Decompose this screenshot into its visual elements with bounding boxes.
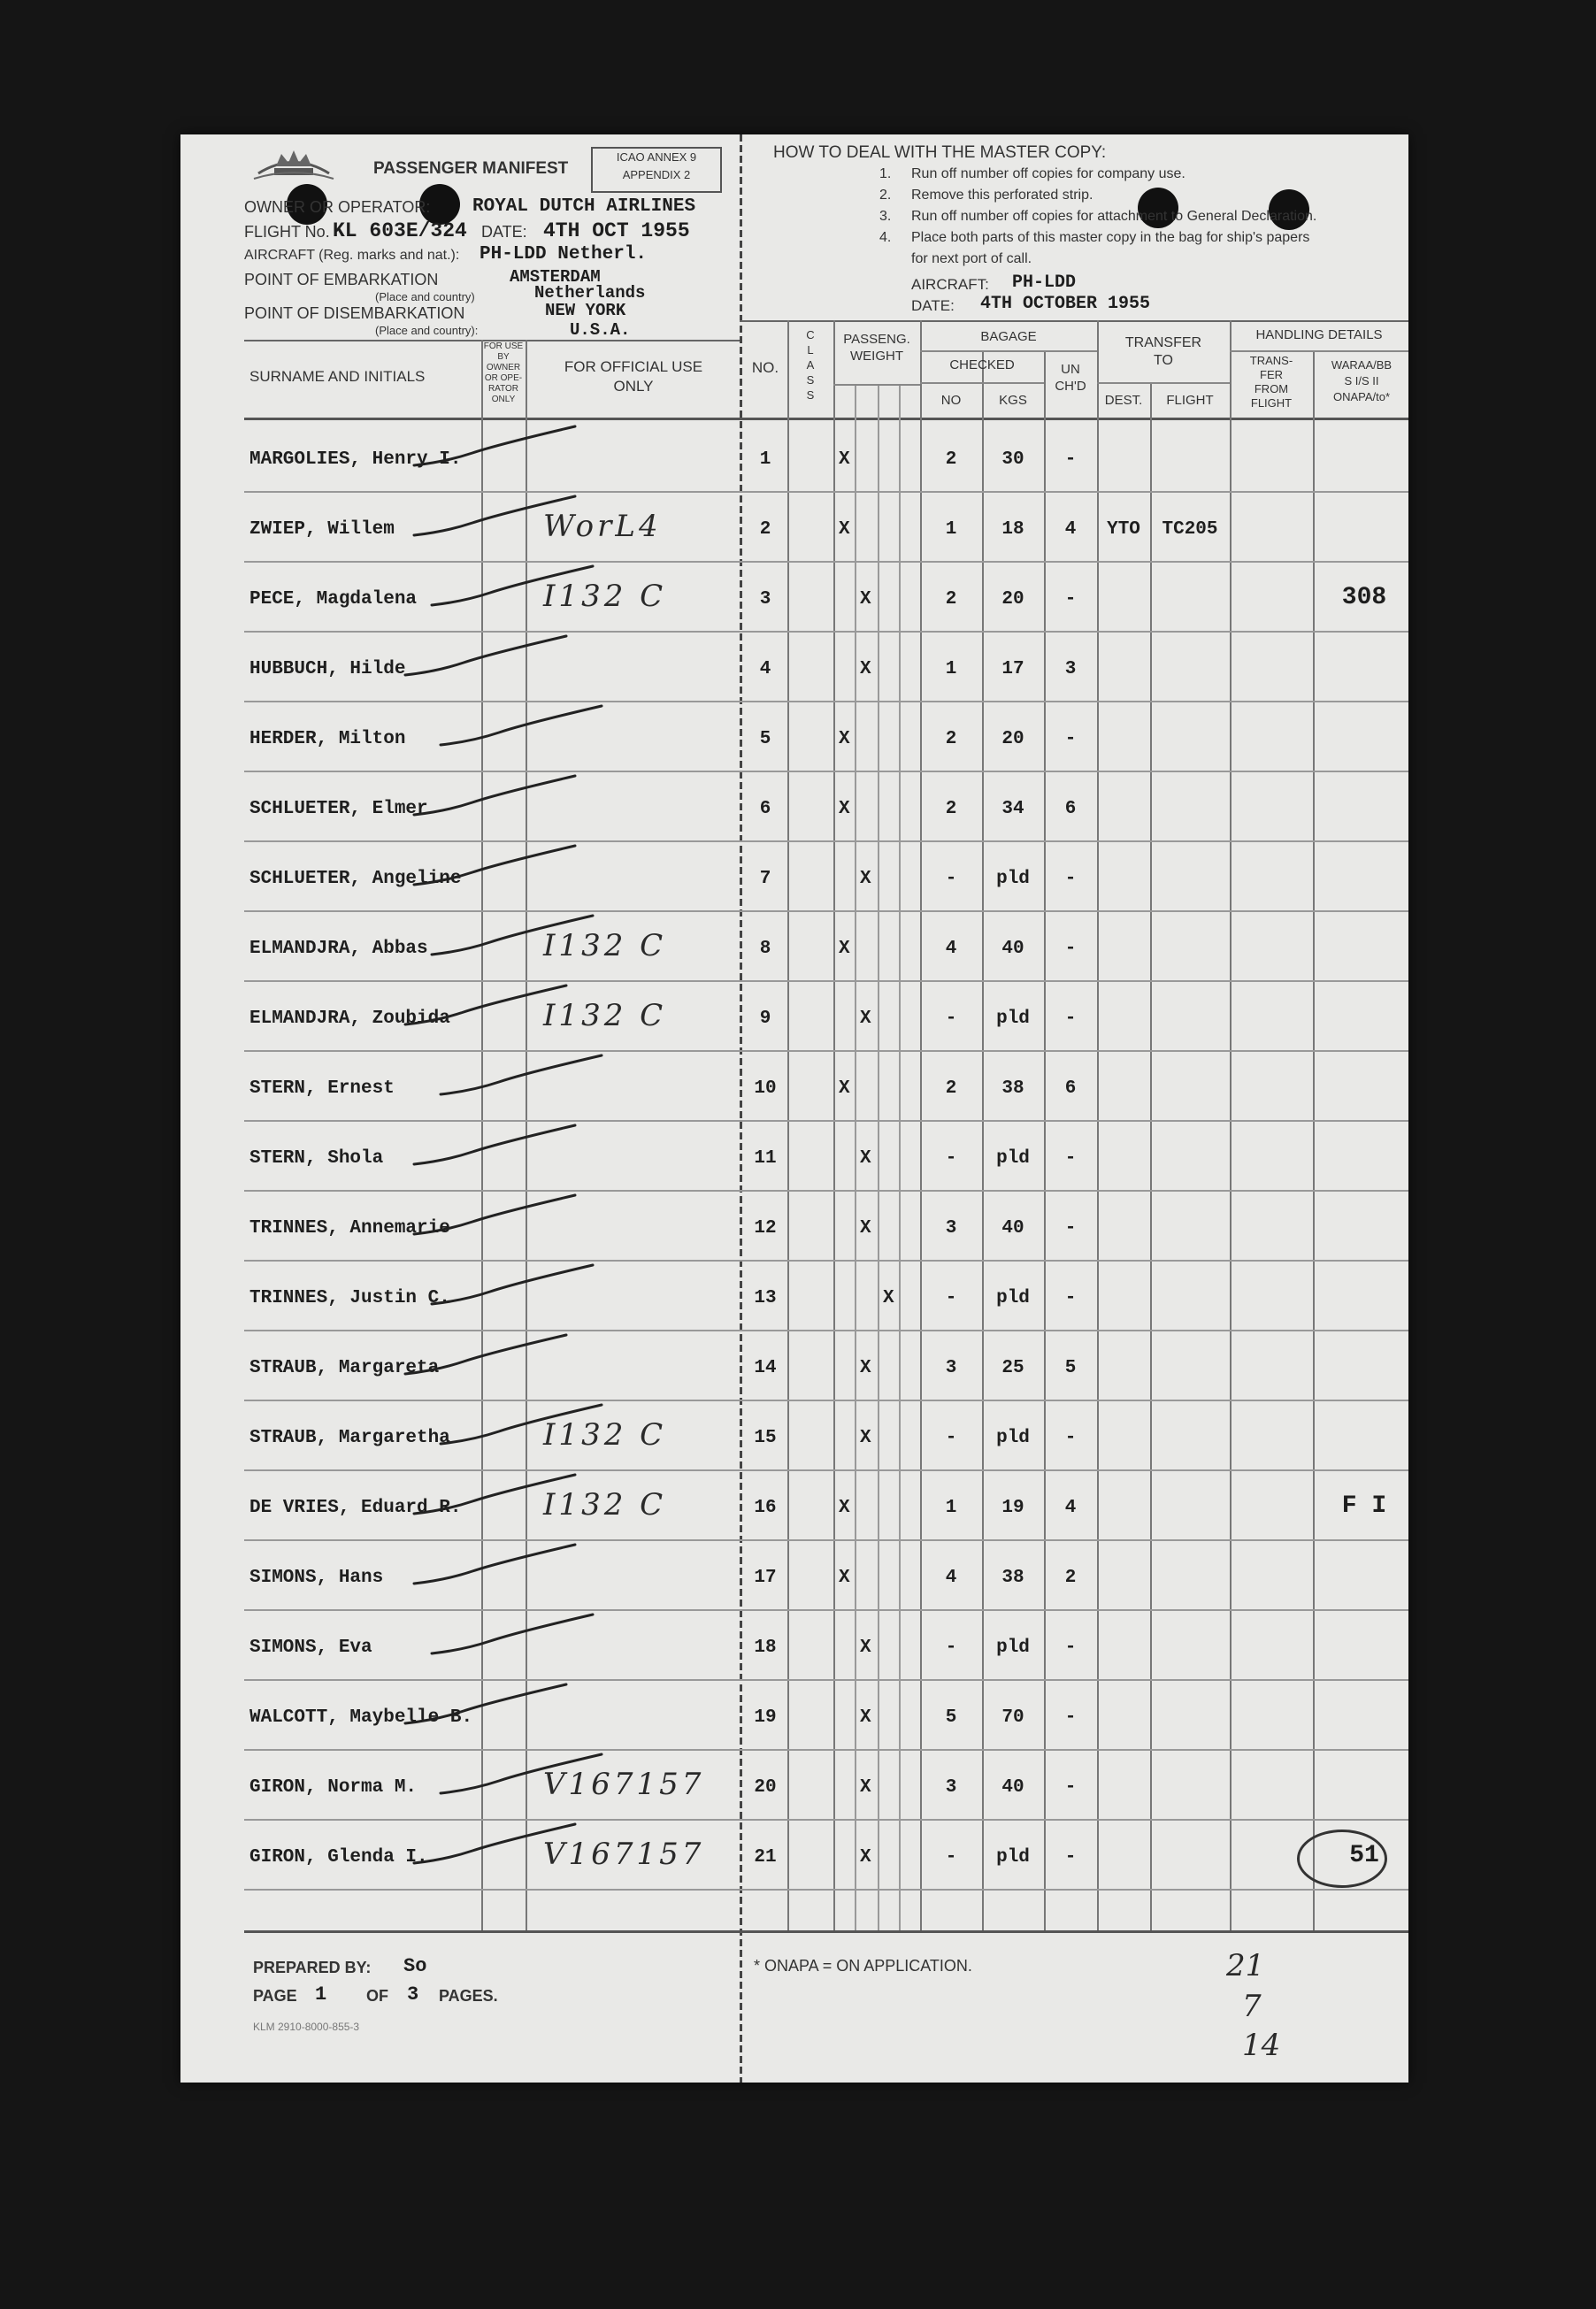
passenger-name: SIMONS, Eva [249, 1638, 372, 1658]
of-value: 3 [407, 1983, 419, 2006]
passenger-name: PECE, Magdalena [249, 589, 418, 610]
bag-count: - [945, 1288, 957, 1308]
header-line: CH'D [1055, 379, 1086, 394]
embarkation-place: AMSTERDAM [510, 267, 601, 287]
subheader-line [920, 382, 1044, 384]
place-country-hint: (Place and country) [375, 290, 475, 303]
row-line [244, 1749, 1408, 1751]
date-value: 4TH OCT 1955 [543, 219, 690, 242]
manifest-sheet [180, 134, 1408, 2083]
bag-kgs: 25 [1001, 1358, 1024, 1378]
passenger-name: SCHLUETER, Elmer [249, 799, 428, 819]
check-mark-icon [411, 840, 579, 894]
official-handwritten-code: WorL4 [543, 509, 662, 544]
circle-mark [1297, 1830, 1387, 1888]
subheader-line [833, 384, 920, 386]
bag-unchecked: 4 [1064, 519, 1077, 540]
bag-unchecked: - [1064, 1009, 1077, 1029]
table-bottom-line [244, 1930, 1408, 1933]
check-mark-icon [402, 631, 570, 684]
bag-kgs: 30 [1001, 449, 1024, 470]
bag-unchecked: - [1064, 1638, 1077, 1658]
bag-count: - [945, 1428, 957, 1448]
row-line [244, 1889, 1408, 1891]
bag-unchecked: - [1064, 449, 1077, 470]
check-mark-icon [411, 1469, 579, 1523]
official-handwritten-code: I132 C [543, 579, 667, 614]
dest-header: DEST. [1104, 393, 1143, 408]
header-letter: C [806, 328, 815, 341]
bag-count: - [945, 1638, 957, 1658]
header-line: ONLY [491, 395, 516, 404]
passenger-number: 16 [754, 1498, 777, 1518]
date-label: DATE: [481, 223, 527, 241]
prepared-label: PREPARED BY: [253, 1959, 372, 1976]
passenger-number: 4 [759, 659, 771, 679]
row-line [244, 910, 1408, 912]
bag-count: 3 [945, 1218, 957, 1239]
checked-header: CHECKED [949, 357, 1015, 372]
passenger-x-mark: X [860, 1707, 871, 1728]
check-mark-icon [437, 1749, 605, 1802]
passenger-number: 12 [754, 1218, 777, 1239]
passenger-x-mark: X [839, 799, 850, 819]
master-date-label: DATE: [911, 297, 955, 314]
official-handwritten-code: I132 C [543, 1487, 667, 1523]
header-divider [740, 320, 1408, 322]
waraa-header [1315, 357, 1408, 405]
passenger-number: 21 [754, 1847, 777, 1868]
passenger-x-mark: X [860, 1638, 871, 1658]
aircraft-value: PH-LDD Netherl. [480, 244, 648, 265]
col-line [1150, 382, 1152, 1930]
embarkation-country: Netherlands [534, 283, 646, 303]
disembarkation-country: U.S.A. [570, 320, 631, 340]
instruction-number: 2. [879, 188, 892, 203]
bag-unchecked: - [1064, 869, 1077, 889]
passenger-number: 19 [754, 1707, 777, 1728]
pass-weight-header [833, 331, 920, 364]
instruction-text: for next port of call. [911, 251, 1032, 266]
aircraft-label: AIRCRAFT (Reg. marks and nat.): [244, 248, 460, 263]
bag-count: 1 [945, 519, 957, 540]
bag-count: 1 [945, 659, 957, 679]
passenger-number: 7 [759, 869, 771, 889]
passenger-x-mark: X [860, 1218, 871, 1239]
check-mark-icon [428, 1260, 596, 1313]
header-letter: S [806, 388, 815, 402]
header-line: FROM [1254, 382, 1289, 395]
icao-annex: ICAO ANNEX 9 [616, 150, 697, 164]
bag-unchecked: - [1064, 1777, 1077, 1798]
bag-count: - [945, 1009, 957, 1029]
handling-note: 51 [1349, 1842, 1379, 1869]
master-aircraft-value: PH-LDD [1012, 272, 1077, 293]
instruction-number: 3. [879, 209, 892, 224]
passenger-x-mark: X [860, 659, 871, 679]
passenger-x-mark: X [860, 1358, 871, 1378]
check-mark-icon [428, 910, 596, 963]
transfer-header [1097, 334, 1230, 370]
transfer-dest: YTO [1107, 519, 1140, 540]
check-mark-icon [428, 561, 596, 614]
passenger-name: HERDER, Milton [249, 729, 406, 749]
flight-label: FLIGHT No. [244, 223, 330, 241]
bag-no-header: NO [940, 393, 962, 408]
passenger-x-mark: X [839, 1568, 850, 1588]
class-header [787, 327, 833, 403]
passenger-number: 1 [759, 449, 771, 470]
transfer-from-header [1230, 354, 1313, 410]
subheader-line [920, 350, 1097, 352]
official-handwritten-code: I132 C [543, 928, 667, 963]
passenger-number: 3 [759, 589, 771, 610]
passenger-x-mark: X [860, 1148, 871, 1169]
passenger-x-mark: X [860, 869, 871, 889]
bag-count: 2 [945, 589, 957, 610]
bag-unchecked: - [1064, 1218, 1077, 1239]
row-line [244, 1260, 1408, 1262]
bag-kgs: pld [996, 1847, 1030, 1868]
no-header: NO. [751, 359, 779, 376]
passenger-x-mark: X [839, 1078, 850, 1099]
bag-unchecked: - [1064, 1288, 1077, 1308]
bag-count: 3 [945, 1358, 957, 1378]
bag-kgs: pld [996, 1148, 1030, 1169]
subheader-line [1230, 350, 1408, 352]
check-mark-icon [411, 1539, 579, 1592]
instruction-number: 1. [879, 166, 892, 181]
check-mark-icon [428, 1609, 596, 1662]
passenger-number: 2 [759, 519, 771, 540]
handling-note: 308 [1341, 584, 1387, 611]
passenger-x-mark: X [860, 1847, 871, 1868]
passenger-number: 17 [754, 1568, 777, 1588]
form-code: KLM 2910-8000-855-3 [253, 2021, 360, 2033]
bag-unchecked: - [1064, 589, 1077, 610]
header-line: S I/S II [1344, 374, 1379, 387]
bag-kgs: pld [996, 1009, 1030, 1029]
bag-kgs: 38 [1001, 1568, 1024, 1588]
bag-unchecked: - [1064, 1428, 1077, 1448]
col-line [899, 384, 901, 1930]
instruction-text: Run off number off copies for attachment to General Declaration. [911, 209, 1317, 224]
passenger-name: STERN, Ernest [249, 1078, 395, 1099]
row-line [244, 1050, 1408, 1052]
passenger-name: STERN, Shola [249, 1148, 384, 1169]
official-handwritten-code: V167157 [543, 1767, 705, 1802]
bag-unchecked: - [1064, 1148, 1077, 1169]
perforation-line [740, 134, 742, 2083]
check-mark-icon [402, 980, 570, 1033]
passenger-number: 11 [754, 1148, 777, 1169]
tally-mark: 14 [1242, 2028, 1281, 2063]
header-line: WARAA/BB [1331, 358, 1393, 372]
passenger-name: STRAUB, Margareta [249, 1358, 440, 1378]
header-line: TRANS- [1249, 354, 1293, 367]
header-line: FOR OFFICIAL USE [564, 358, 703, 375]
bag-count: 2 [945, 449, 957, 470]
header-line: OR OPE- [484, 373, 523, 383]
instruction-text: Remove this perforated strip. [911, 188, 1093, 203]
bag-count: 2 [945, 729, 957, 749]
bag-unchecked: - [1064, 939, 1077, 959]
passenger-number: 8 [759, 939, 771, 959]
bag-count: 5 [945, 1707, 957, 1728]
official-use-header [527, 357, 740, 396]
master-date-value: 4TH OCTOBER 1955 [980, 294, 1151, 314]
handling-header: HANDLING DETAILS [1255, 327, 1383, 342]
check-mark-icon [437, 1050, 605, 1103]
instructions-title: HOW TO DEAL WITH THE MASTER COPY: [773, 143, 1107, 162]
bag-count: - [945, 869, 957, 889]
owner-label: OWNER OR OPERATOR: [244, 198, 431, 216]
check-mark-icon [411, 1819, 579, 1872]
bag-count: - [945, 1847, 957, 1868]
row-line [244, 701, 1408, 702]
bag-kgs: 34 [1001, 799, 1024, 819]
bag-count: 2 [945, 799, 957, 819]
header-line: TO [1154, 353, 1173, 368]
bag-kgs: pld [996, 1288, 1030, 1308]
passenger-number: 14 [754, 1358, 777, 1378]
passenger-name: SIMONS, Hans [249, 1568, 384, 1588]
passenger-number: 20 [754, 1777, 777, 1798]
check-mark-icon [411, 771, 579, 824]
header-line: FOR USE [483, 341, 524, 351]
header-line: BY [497, 352, 510, 362]
bag-count: - [945, 1148, 957, 1169]
transfer-flight: TC205 [1162, 519, 1218, 540]
header-line: FER [1260, 368, 1283, 381]
passenger-name: TRINNES, Annemarie [249, 1218, 450, 1239]
check-mark-icon [411, 1120, 579, 1173]
bag-kgs: 20 [1001, 729, 1024, 749]
pages-label: PAGES. [439, 1987, 498, 2005]
official-handwritten-code: V167157 [543, 1837, 705, 1872]
disembarkation-place: NEW YORK [545, 301, 626, 320]
header-line: WEIGHT [850, 349, 903, 364]
passenger-name: MARGOLIES, Henry I. [249, 449, 462, 470]
passenger-x-mark: X [860, 1428, 871, 1448]
check-mark-icon [402, 1330, 570, 1383]
passenger-name: SCHLUETER, Angeline [249, 869, 462, 889]
header-line: FLIGHT [1250, 396, 1293, 410]
bag-kgs: 38 [1001, 1078, 1024, 1099]
passenger-number: 15 [754, 1428, 777, 1448]
bag-kgs: 17 [1001, 659, 1024, 679]
of-label: OF [366, 1987, 388, 2005]
header-letter: L [807, 343, 814, 357]
header-line: PASSENG. [843, 332, 910, 347]
bag-kgs: pld [996, 1638, 1030, 1658]
surname-header: SURNAME AND INITIALS [249, 368, 426, 385]
bag-kgs: 40 [1001, 1777, 1024, 1798]
bag-count: 4 [945, 939, 957, 959]
owner-use-header [481, 341, 526, 405]
check-mark-icon [437, 701, 605, 754]
passenger-number: 10 [754, 1078, 777, 1099]
passenger-x-mark: X [883, 1288, 894, 1308]
bag-unchecked: 5 [1064, 1358, 1077, 1378]
passenger-name: TRINNES, Justin C. [249, 1288, 450, 1308]
bag-unchecked: - [1064, 1847, 1077, 1868]
passenger-x-mark: X [839, 729, 850, 749]
bag-kgs: 70 [1001, 1707, 1024, 1728]
bag-unchecked: 3 [1064, 659, 1077, 679]
passenger-x-mark: X [860, 1777, 871, 1798]
prepared-value: So [403, 1955, 427, 1977]
passenger-name: DE VRIES, Eduard R. [249, 1498, 462, 1518]
check-mark-icon [411, 491, 579, 544]
passenger-name: ZWIEP, Willem [249, 519, 395, 540]
header-bottom-line [244, 418, 1408, 420]
icao-appendix: APPENDIX 2 [622, 168, 691, 181]
bag-kgs: 18 [1001, 519, 1024, 540]
check-mark-icon [402, 1679, 570, 1732]
unchd-header [1044, 361, 1097, 395]
passenger-x-mark: X [839, 449, 850, 470]
bag-count: 1 [945, 1498, 957, 1518]
klm-crown-logo-icon [249, 147, 338, 191]
passenger-x-mark: X [839, 1498, 850, 1518]
bag-kgs: pld [996, 869, 1030, 889]
bag-count: 2 [945, 1078, 957, 1099]
col-line [1313, 350, 1315, 1930]
bag-unchecked: - [1064, 1707, 1077, 1728]
passenger-name: STRAUB, Margaretha [249, 1428, 450, 1448]
check-mark-icon [411, 1190, 579, 1243]
header-line: ONLY [613, 378, 654, 395]
place-country-hint-2: (Place and country): [375, 324, 479, 337]
col-line [855, 384, 856, 1930]
tally-mark: 21 [1226, 1948, 1265, 1983]
bag-kgs: 40 [1001, 939, 1024, 959]
passenger-name: GIRON, Norma M. [249, 1777, 418, 1798]
kgs-header: KGS [999, 393, 1027, 408]
instruction-number: 4. [879, 230, 892, 245]
header-line: ONAPA/to* [1332, 390, 1391, 403]
passenger-number: 13 [754, 1288, 777, 1308]
onapa-note: * ONAPA = ON APPLICATION. [754, 1957, 972, 1975]
bag-kgs: pld [996, 1428, 1030, 1448]
page-value: 1 [315, 1983, 327, 2006]
header-line: OWNER [486, 363, 521, 372]
bagage-header: BAGAGE [980, 329, 1037, 344]
official-handwritten-code: I132 C [543, 998, 667, 1033]
row-line [244, 1609, 1408, 1611]
row-line [244, 561, 1408, 563]
passenger-number: 6 [759, 799, 771, 819]
col-line [1044, 350, 1046, 1930]
row-line [244, 1400, 1408, 1401]
manifest-title: PASSENGER MANIFEST [373, 159, 569, 178]
bag-kgs: 40 [1001, 1218, 1024, 1239]
bag-unchecked: - [1064, 729, 1077, 749]
handling-note: F I [1341, 1492, 1387, 1520]
disembarkation-label: POINT OF DISEMBARKATION [244, 304, 465, 322]
bag-kgs: 19 [1001, 1498, 1024, 1518]
passenger-x-mark: X [839, 939, 850, 959]
passenger-name: ELMANDJRA, Abbas [249, 939, 428, 959]
header-letter: S [806, 373, 815, 387]
passenger-x-mark: X [839, 519, 850, 540]
passenger-name: HUBBUCH, Hilde [249, 659, 406, 679]
header-line: TRANSFER [1124, 335, 1202, 350]
col-line [878, 384, 879, 1930]
header-line: RATOR [487, 384, 519, 394]
bag-unchecked: 4 [1064, 1498, 1077, 1518]
passenger-number: 18 [754, 1638, 777, 1658]
master-aircraft-label: AIRCRAFT: [911, 276, 989, 293]
tally-mark: 7 [1242, 1989, 1262, 2024]
check-mark-icon [411, 421, 579, 474]
bag-unchecked: 6 [1064, 799, 1077, 819]
bag-unchecked: 2 [1064, 1568, 1077, 1588]
owner-value: ROYAL DUTCH AIRLINES [472, 196, 696, 217]
bag-count: 3 [945, 1777, 957, 1798]
official-handwritten-code: I132 C [543, 1417, 667, 1453]
passenger-name: GIRON, Glenda I. [249, 1847, 428, 1868]
passenger-number: 9 [759, 1009, 771, 1029]
bag-count: 4 [945, 1568, 957, 1588]
flight-value: KL 603E/324 [333, 219, 467, 242]
header-line: UN [1061, 362, 1080, 377]
passenger-name: WALCOTT, Maybelle B. [249, 1707, 473, 1728]
passenger-x-mark: X [860, 589, 871, 610]
embarkation-label: POINT OF EMBARKATION [244, 271, 439, 288]
bag-unchecked: 6 [1064, 1078, 1077, 1099]
col-line [982, 350, 984, 1930]
passenger-x-mark: X [860, 1009, 871, 1029]
header-letter: A [806, 358, 815, 372]
bag-kgs: 20 [1001, 589, 1024, 610]
instruction-text: Place both parts of this master copy in the bag for ship's papers [911, 230, 1310, 245]
subheader-line [1097, 382, 1230, 384]
flight-header: FLIGHT [1166, 393, 1214, 408]
passenger-number: 5 [759, 729, 771, 749]
instruction-text: Run off number off copies for company use. [911, 166, 1185, 181]
passenger-name: ELMANDJRA, Zoubida [249, 1009, 450, 1029]
check-mark-icon [437, 1400, 605, 1453]
page-label: PAGE [253, 1987, 297, 2005]
